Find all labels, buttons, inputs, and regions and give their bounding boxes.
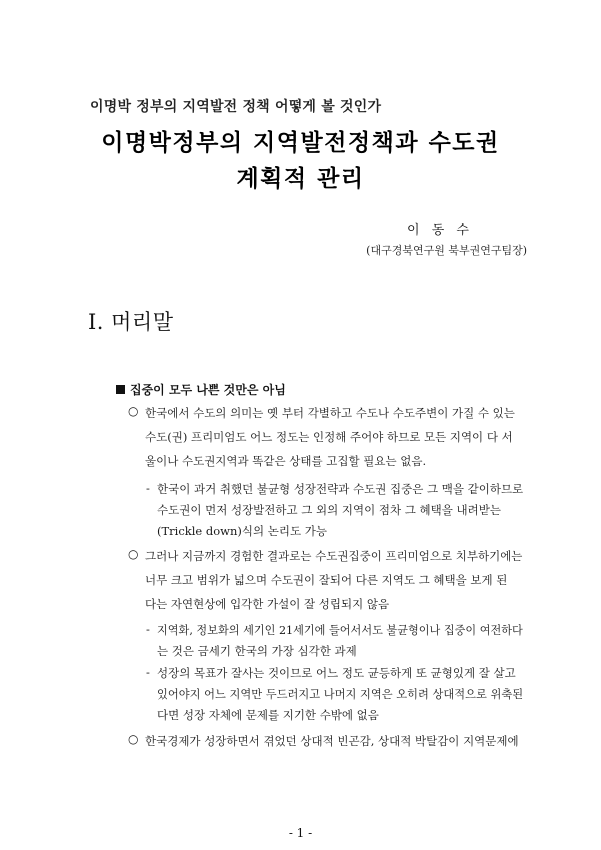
dash-bullet: - — [146, 481, 150, 495]
paragraph-line: 지역화, 정보화의 세기인 21세기에 들어서서도 불균형이나 집중이 여전하다 — [157, 623, 523, 637]
paragraph-line: 성장의 목표가 잘사는 것이므로 어느 정도 균등하게 또 균형있게 잘 살고 — [157, 666, 516, 680]
paragraph-line: 한국에서 수도의 의미는 옛 부터 각별하고 수도나 수도주변이 가질 수 있는 — [145, 406, 515, 420]
dash-bullet: - — [146, 622, 150, 636]
square-bullet-icon — [116, 385, 125, 394]
paragraph-line: 수도권이 먼저 성장발전하고 그 외의 지역이 점차 그 혜택을 내려받는 — [157, 503, 501, 517]
author-affiliation: (대구경북연구원 북부권연구팀장) — [366, 244, 527, 257]
topic-text: 집중이 모두 나쁜 것만은 아님 — [130, 383, 286, 397]
paragraph-line: 너무 크고 범위가 넓으며 수도권이 잘되어 다른 지역도 그 혜택을 보게 된 — [145, 573, 508, 587]
page-number: - 1 - — [288, 826, 313, 840]
paragraph-line: 울이나 수도권지역과 똑같은 상태를 고집할 필요는 없음. — [145, 454, 427, 468]
document-title-line2: 계획적 관리 — [236, 166, 365, 192]
paragraph-line: 있어야지 어느 지역만 두드러지고 나머지 지역은 오히려 상대적으로 위축된 — [157, 687, 524, 701]
paragraph-line: 다는 자연현상에 입각한 가설이 잘 성립되지 않음 — [145, 597, 390, 611]
paragraph-line: 한국경제가 성장하면서 겪었던 상대적 빈곤감, 상대적 박탈감이 지역문제에 — [145, 734, 519, 748]
paragraph-line: 다면 성장 자체에 문제를 지기한 수밖에 없음 — [157, 708, 379, 722]
author-name: 이 동 수 — [407, 223, 473, 238]
section-heading: Ⅰ. 머리말 — [88, 310, 174, 334]
circle-bullet-icon: ○ — [128, 404, 139, 418]
dash-bullet: - — [146, 665, 150, 679]
document-title-line1: 이명박정부의 지역발전정책과 수도권 — [101, 130, 500, 156]
paragraph-line: 는 것은 금세기 한국의 가장 심각한 과제 — [157, 644, 357, 658]
document-subtitle: 이명박 정부의 지역발전 정책 어떻게 볼 것인가 — [90, 99, 382, 115]
topic-heading — [116, 381, 286, 398]
circle-bullet-icon: ○ — [128, 732, 139, 746]
paragraph-line: (Trickle down)식의 논리도 가능 — [157, 524, 327, 538]
paragraph-line: 한국이 과거 취했던 불균형 성장전략과 수도권 집중은 그 맥을 같이하므로 — [157, 482, 524, 496]
paragraph-line: 그러나 지금까지 경험한 결과로는 수도권집중이 프리미엄으로 치부하기에는 — [145, 549, 523, 563]
circle-bullet-icon: ○ — [128, 547, 139, 561]
paragraph-line: 수도(권) 프리미엄도 어느 정도는 인정해 주어야 하므로 모든 지역이 다 서 — [145, 430, 513, 444]
